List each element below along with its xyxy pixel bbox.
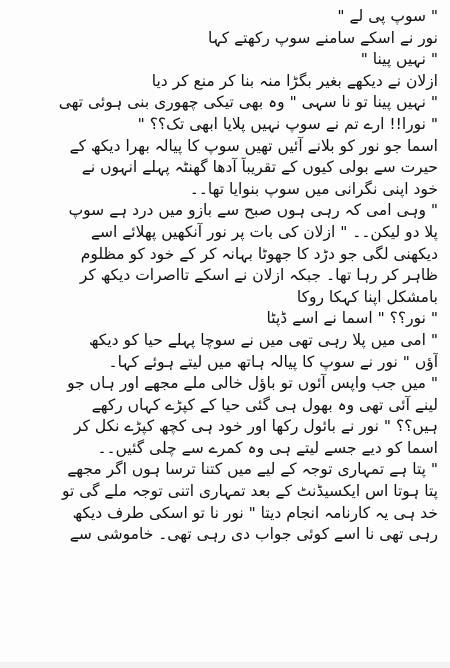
story-text [8,6,438,546]
story-line: ازلان نے دیکھے بغیر بگڑا منہ بنا کر منع کر دیا [151,71,438,90]
story-line: خد ہی یہ کارنامہ انجام دیتا " نور نا تو اسکی طرف دیکھ [72,503,438,522]
story-line: نور نے اسکے سامنے سوپ رکھتے کہا [207,28,438,47]
story-line: حیرت سے بولی کیوں کے تقریباً آدھا گھنٹہ پہلے انہوں نے [81,158,438,177]
page-bottom-edge [0,662,450,668]
story-line: " نہیں پینا تو نا سہی " وہ بھی تیکی چھوری بنی ہوئی تھی [58,93,438,112]
story-line: " میں جب واپس آئوں تو باؤل خالی ملے مجھے اور ہاں جو [67,374,438,393]
story-line: ہیں؟؟ " نور نے بائول رکھا اور خود ہی کچھ کپڑے نکل کر [73,417,438,436]
story-line: " امی میں پلا رہی تھی میں نے سوچا پہلے حیا کو دیکھ [88,330,438,349]
story-line: رہی تھی نا اسے کوئی جواب دی رہی تھی۔ خاموشی سے [69,525,438,544]
story-line: اسما جو نور کو بلانے آئیں تھیں سوپ کا پیالہ بھرا دیکھ کے [69,136,438,155]
story-line: " نور؟؟ " اسما نے اسے ڈپٹا [266,309,438,328]
story-line: " نورا!! ارے تم نے سوپ نہیں پلایا ابھی تک؟؟ " [137,114,438,133]
story-line: " سوپ پی لے " [337,7,438,25]
story-line: " نہیں پینا " [360,50,438,69]
story-line: دیکھنی لگی جو دڑد کا جھوٹا بہانہ کر کے خود کو مظلوم [80,244,438,263]
story-line: پتا ہوتا اس ایکسیڈنٹ کے بعد تمہاری اتنی توجہ ملے گی تو [61,482,438,501]
story-line: بامشکل اپنا کہکا روکا [296,287,438,306]
story-line: " وہی امی کہ رہی ہوں صبح سے بازو میں درد ہے سوپ [68,201,438,220]
story-line: آؤں " نور نے سوپ کا پیالہ ہاتھ میں لیتے ہوئے کہا۔ [108,352,438,371]
story-line: خود اپنی نگرانی میں سوپ بنوایا تھا۔۔ [189,179,438,198]
story-line: پلا دو لیکن۔۔ " ازلان کی بات پر نور آنکھیں پھلائے اسے [90,222,438,241]
story-line: اسما کو دیے جسے لیتے ہی وہ کمرے سے چلی گئیں۔۔ [97,438,438,457]
story-line: ظاہر کر رہا تھا۔ جبکہ ازلان نے اسکے تااصرات دیکھ کر [79,266,438,285]
story-line: لینے آئی تھی وہ بھول ہی گئی حیا کے کپڑے کہاں رکھے [91,395,438,414]
story-line: " پتا ہے تمہاری توجہ کے لیے میں کتنا ترسا ہوں اگر مجھے [67,460,438,479]
